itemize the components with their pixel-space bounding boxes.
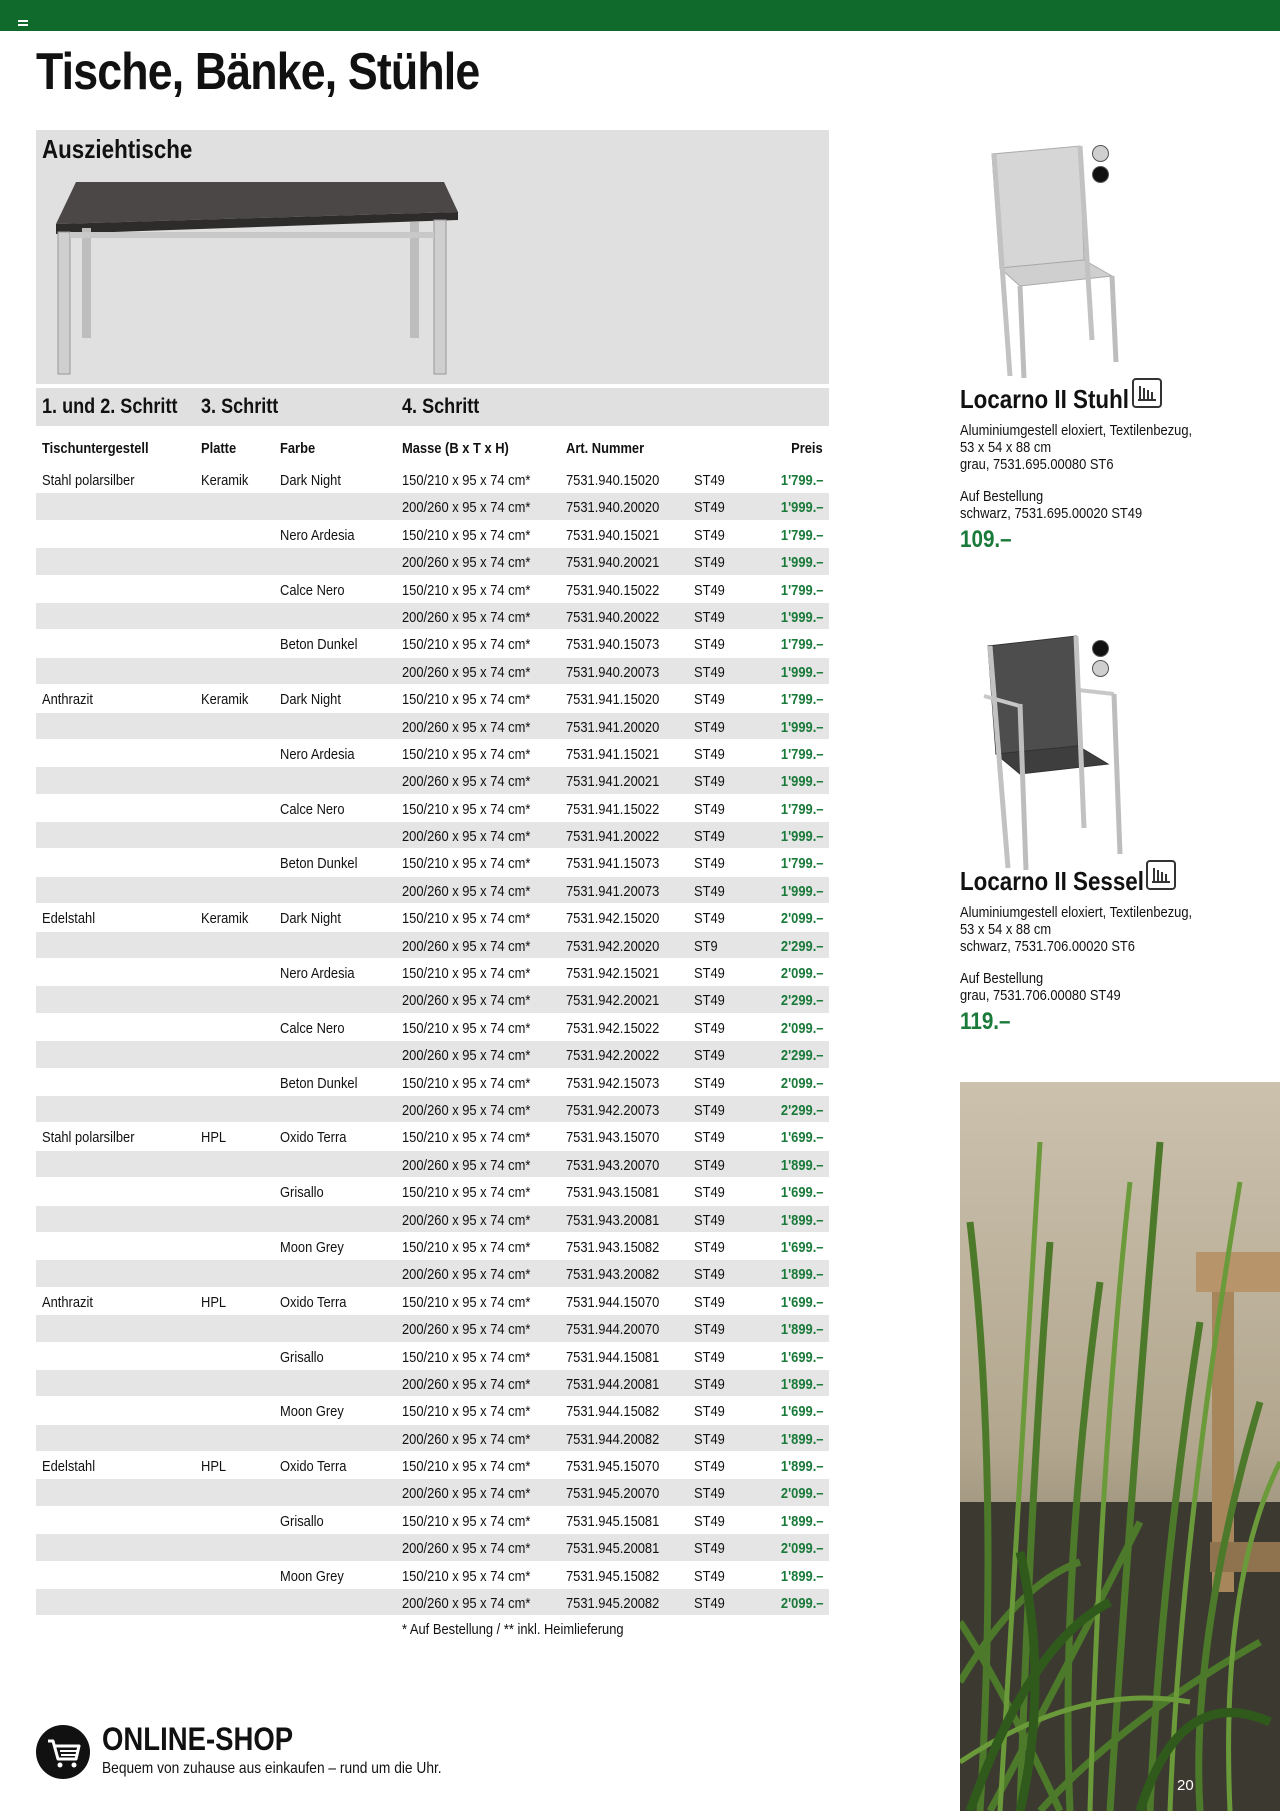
cell-article: 7531.942.20020 <box>566 937 660 955</box>
table-row <box>36 713 829 740</box>
cell-price: 1'999.– <box>780 828 823 846</box>
table-row <box>36 1069 829 1096</box>
table-row <box>36 1123 829 1150</box>
cell-article: 7531.944.20070 <box>566 1321 660 1339</box>
cell-color: Oxido Terra <box>280 1129 347 1147</box>
cell-size: 200/260 x 95 x 74 cm* <box>402 499 531 517</box>
cell-size: 150/210 x 95 x 74 cm* <box>402 855 531 873</box>
cell-color: Nero Ardesia <box>280 745 355 763</box>
cell-article: 7531.943.15070 <box>566 1129 660 1147</box>
cell-article: 7531.942.15073 <box>566 1074 660 1092</box>
cell-article: 7531.940.15021 <box>566 526 660 544</box>
cell-st: ST49 <box>694 499 725 517</box>
cell-st: ST49 <box>694 1485 725 1503</box>
table-row <box>36 685 829 712</box>
color-swatch-black[interactable] <box>1092 640 1109 657</box>
cell-size: 150/210 x 95 x 74 cm* <box>402 1458 531 1476</box>
cell-color: Dark Night <box>280 910 341 928</box>
cell-price: 2'099.– <box>780 1019 823 1037</box>
table-row <box>36 658 829 685</box>
cell-size: 150/210 x 95 x 74 cm* <box>402 526 531 544</box>
table-row <box>36 603 829 630</box>
table-row <box>36 849 829 876</box>
table-row <box>36 1288 829 1315</box>
cell-base: Stahl polarsilber <box>42 472 135 489</box>
cell-color: Beton Dunkel <box>280 855 358 873</box>
cell-st: ST9 <box>694 937 718 955</box>
cell-color: Oxido Terra <box>280 1293 347 1311</box>
cell-size: 200/260 x 95 x 74 cm* <box>402 1211 531 1229</box>
stackable-icon <box>1146 860 1176 890</box>
cell-price: 1'899.– <box>780 1458 823 1476</box>
cell-price: 1'799.– <box>780 800 823 818</box>
cell-color: Oxido Terra <box>280 1458 347 1476</box>
cell-st: ST49 <box>694 1595 725 1613</box>
steps-bar <box>36 388 829 426</box>
cell-size: 200/260 x 95 x 74 cm* <box>402 718 531 736</box>
cell-st: ST49 <box>694 1403 725 1421</box>
cell-price: 1'899.– <box>780 1430 823 1448</box>
table-row <box>36 1397 829 1424</box>
cell-price: 1'999.– <box>780 882 823 900</box>
cell-size: 150/210 x 95 x 74 cm* <box>402 910 531 928</box>
cell-article: 7531.940.15073 <box>566 636 660 654</box>
online-shop-subtitle: Bequem von zuhause aus einkaufen – rund um die Uhr. <box>102 1760 442 1777</box>
menu-icon[interactable] <box>18 20 28 26</box>
footnote: * Auf Bestellung / ** inkl. Heimlieferung <box>402 1621 624 1638</box>
cell-article: 7531.944.15070 <box>566 1293 660 1311</box>
cell-color: Grisallo <box>280 1348 324 1366</box>
cell-st: ST49 <box>694 1348 725 1366</box>
table-row <box>36 576 829 603</box>
cell-article: 7531.941.15020 <box>566 691 660 709</box>
cell-st: ST49 <box>694 1458 725 1476</box>
cell-article: 7531.944.15081 <box>566 1348 660 1366</box>
cell-article: 7531.943.20070 <box>566 1156 660 1174</box>
cell-price: 1'699.– <box>780 1184 823 1202</box>
cell-st: ST49 <box>694 608 725 626</box>
cell-article: 7531.945.20082 <box>566 1595 660 1613</box>
cell-price: 1'899.– <box>780 1567 823 1585</box>
color-swatch-black[interactable] <box>1092 166 1109 183</box>
cell-st: ST49 <box>694 1211 725 1229</box>
cell-st: ST49 <box>694 663 725 681</box>
cell-color: Nero Ardesia <box>280 526 355 544</box>
cell-st: ST49 <box>694 828 725 846</box>
cell-st: ST49 <box>694 773 725 791</box>
table-row <box>36 630 829 657</box>
cell-price: 1'899.– <box>780 1156 823 1174</box>
cell-size: 200/260 x 95 x 74 cm* <box>402 608 531 626</box>
cell-color: Dark Night <box>280 691 341 709</box>
cell-article: 7531.942.20022 <box>566 1047 660 1065</box>
cell-article: 7531.941.20021 <box>566 773 660 791</box>
cell-price: 2'299.– <box>780 937 823 955</box>
product-name: Locarno II Stuhl <box>960 384 1129 414</box>
cell-color: Beton Dunkel <box>280 1074 358 1092</box>
cell-price: 1'899.– <box>780 1375 823 1393</box>
cell-st: ST49 <box>694 1074 725 1092</box>
cell-color: Calce Nero <box>280 1019 345 1037</box>
table-row <box>36 1343 829 1370</box>
cell-size: 200/260 x 95 x 74 cm* <box>402 1101 531 1119</box>
table-row <box>36 1479 829 1506</box>
cell-size: 200/260 x 95 x 74 cm* <box>402 1321 531 1339</box>
cell-plate: Keramik <box>201 691 249 709</box>
section-title: Ausziehtische <box>42 134 193 164</box>
cell-st: ST49 <box>694 1047 725 1065</box>
cell-color: Beton Dunkel <box>280 636 358 654</box>
cell-article: 7531.941.15021 <box>566 745 660 763</box>
cell-size: 200/260 x 95 x 74 cm* <box>402 773 531 791</box>
product-name: Locarno II Sessel <box>960 866 1144 896</box>
cell-st: ST49 <box>694 554 725 572</box>
cell-size: 200/260 x 95 x 74 cm* <box>402 828 531 846</box>
cell-st: ST49 <box>694 910 725 928</box>
top-bar <box>0 0 1280 31</box>
header-size: Masse (B x T x H) <box>402 440 509 457</box>
color-swatch-grey[interactable] <box>1092 660 1109 677</box>
cell-st: ST49 <box>694 855 725 873</box>
page-number: 20 <box>1177 1777 1194 1794</box>
cell-size: 150/210 x 95 x 74 cm* <box>402 1238 531 1256</box>
product-locarno-stuhl <box>960 140 1260 560</box>
table-row <box>36 1178 829 1205</box>
cell-article: 7531.940.20021 <box>566 554 660 572</box>
cell-st: ST49 <box>694 691 725 709</box>
cell-article: 7531.940.20073 <box>566 663 660 681</box>
cell-article: 7531.940.20022 <box>566 608 660 626</box>
cell-size: 150/210 x 95 x 74 cm* <box>402 965 531 983</box>
cell-article: 7531.945.20081 <box>566 1540 660 1558</box>
table-row <box>36 1562 829 1589</box>
cell-price: 1'699.– <box>780 1129 823 1147</box>
cell-st: ST49 <box>694 1156 725 1174</box>
cell-article: 7531.941.20020 <box>566 718 660 736</box>
table-row <box>36 521 829 548</box>
cell-color: Moon Grey <box>280 1567 344 1585</box>
cell-size: 150/210 x 95 x 74 cm* <box>402 581 531 599</box>
cell-price: 1'999.– <box>780 773 823 791</box>
cell-base: Edelstahl <box>42 910 96 928</box>
table-row <box>36 1096 829 1123</box>
cell-color: Grisallo <box>280 1184 324 1202</box>
cell-st: ST49 <box>694 882 725 900</box>
cell-st: ST49 <box>694 745 725 763</box>
cell-plate: HPL <box>201 1293 227 1311</box>
cell-price: 2'099.– <box>780 965 823 983</box>
cell-article: 7531.943.20082 <box>566 1266 660 1284</box>
cell-size: 200/260 x 95 x 74 cm* <box>402 663 531 681</box>
cell-article: 7531.941.20073 <box>566 882 660 900</box>
cell-st: ST49 <box>694 636 725 654</box>
cell-size: 200/260 x 95 x 74 cm* <box>402 1485 531 1503</box>
cell-article: 7531.944.15082 <box>566 1403 660 1421</box>
cell-article: 7531.945.15081 <box>566 1512 660 1530</box>
table-row <box>36 740 829 767</box>
table-row <box>36 767 829 794</box>
cell-st: ST49 <box>694 1019 725 1037</box>
cell-plate: HPL <box>201 1458 227 1476</box>
product-description: Aluminiumgestell eloxiert, Textilenbezug, 53 x 54 x 88 cm schwarz, 7531.706.00020 ST6 <box>960 904 1193 955</box>
cell-price: 2'099.– <box>780 1540 823 1558</box>
extension-table-image <box>46 178 466 378</box>
table-row <box>36 548 829 575</box>
cell-price: 2'099.– <box>780 1074 823 1092</box>
cart-icon[interactable] <box>36 1725 90 1779</box>
cell-base: Stahl polarsilber <box>42 1129 135 1147</box>
table-row <box>36 466 829 493</box>
cell-color: Calce Nero <box>280 581 345 599</box>
cell-size: 150/210 x 95 x 74 cm* <box>402 1348 531 1366</box>
cell-color: Calce Nero <box>280 800 345 818</box>
cell-st: ST49 <box>694 992 725 1010</box>
cell-price: 1'999.– <box>780 663 823 681</box>
cell-size: 150/210 x 95 x 74 cm* <box>402 1184 531 1202</box>
table-row <box>36 822 829 849</box>
cell-size: 200/260 x 95 x 74 cm* <box>402 882 531 900</box>
cell-size: 150/210 x 95 x 74 cm* <box>402 1293 531 1311</box>
cell-price: 1'699.– <box>780 1348 823 1366</box>
cell-article: 7531.941.20022 <box>566 828 660 846</box>
cell-size: 200/260 x 95 x 74 cm* <box>402 1375 531 1393</box>
cell-article: 7531.942.20021 <box>566 992 660 1010</box>
price-table <box>36 430 829 1616</box>
cell-article: 7531.945.20070 <box>566 1485 660 1503</box>
cell-article: 7531.940.15022 <box>566 581 660 599</box>
cell-price: 1'799.– <box>780 691 823 709</box>
cell-color: Moon Grey <box>280 1403 344 1421</box>
cell-base: Edelstahl <box>42 1458 96 1476</box>
cell-price: 1'899.– <box>780 1512 823 1530</box>
cell-price: 1'999.– <box>780 718 823 736</box>
cell-article: 7531.943.20081 <box>566 1211 660 1229</box>
table-row <box>36 1260 829 1287</box>
cell-article: 7531.942.20073 <box>566 1101 660 1119</box>
step-3: 3. Schritt <box>201 395 279 418</box>
cell-price: 1'799.– <box>780 581 823 599</box>
cell-size: 200/260 x 95 x 74 cm* <box>402 1156 531 1174</box>
cell-st: ST49 <box>694 1238 725 1256</box>
page-title: Tische, Bänke, Stühle <box>36 43 480 101</box>
cell-article: 7531.943.15082 <box>566 1238 660 1256</box>
cell-article: 7531.944.20082 <box>566 1430 660 1448</box>
armchair-image <box>980 632 1140 872</box>
table-row <box>36 1589 829 1616</box>
header-plate: Platte <box>201 440 237 457</box>
cell-article: 7531.945.15070 <box>566 1458 660 1476</box>
table-row <box>36 795 829 822</box>
product-order-note: Auf Bestellung grau, 7531.706.00080 ST49 <box>960 970 1121 1004</box>
cell-size: 150/210 x 95 x 74 cm* <box>402 1403 531 1421</box>
cell-price: 2'099.– <box>780 910 823 928</box>
cell-st: ST49 <box>694 718 725 736</box>
cell-price: 1'699.– <box>780 1403 823 1421</box>
cell-price: 1'899.– <box>780 1266 823 1284</box>
cell-st: ST49 <box>694 1430 725 1448</box>
garden-photo <box>960 1082 1280 1811</box>
cell-article: 7531.941.15022 <box>566 800 660 818</box>
header-price: Preis <box>791 440 823 457</box>
cell-st: ST49 <box>694 1321 725 1339</box>
cell-price: 1'799.– <box>780 526 823 544</box>
cell-size: 200/260 x 95 x 74 cm* <box>402 1540 531 1558</box>
product-price: 119.– <box>960 1008 1011 1035</box>
cell-st: ST49 <box>694 526 725 544</box>
table-row <box>36 904 829 931</box>
product-price: 109.– <box>960 526 1012 553</box>
table-row <box>36 1233 829 1260</box>
table-row <box>36 877 829 904</box>
online-shop-title[interactable]: ONLINE-SHOP <box>102 1721 294 1757</box>
section-header <box>36 130 829 384</box>
cell-price: 1'799.– <box>780 745 823 763</box>
product-locarno-sessel <box>960 632 1260 1052</box>
cell-color: Moon Grey <box>280 1238 344 1256</box>
cell-article: 7531.942.15021 <box>566 965 660 983</box>
cell-size: 200/260 x 95 x 74 cm* <box>402 1595 531 1613</box>
cell-article: 7531.940.20020 <box>566 499 660 517</box>
cell-price: 1'899.– <box>780 1321 823 1339</box>
cell-size: 150/210 x 95 x 74 cm* <box>402 691 531 709</box>
product-description: Aluminiumgestell eloxiert, Textilenbezug, 53 x 54 x 88 cm grau, 7531.695.00080 ST6 <box>960 422 1193 473</box>
cell-price: 2'099.– <box>780 1595 823 1613</box>
cell-size: 200/260 x 95 x 74 cm* <box>402 992 531 1010</box>
cell-price: 1'799.– <box>780 636 823 654</box>
table-row <box>36 1370 829 1397</box>
cell-st: ST49 <box>694 1266 725 1284</box>
cell-st: ST49 <box>694 1129 725 1147</box>
cell-article: 7531.940.15020 <box>566 472 660 489</box>
cell-color: Dark Night <box>280 472 341 489</box>
cell-size: 150/210 x 95 x 74 cm* <box>402 1512 531 1530</box>
cell-size: 150/210 x 95 x 74 cm* <box>402 1019 531 1037</box>
cell-price: 1'999.– <box>780 554 823 572</box>
table-row <box>36 1425 829 1452</box>
table-header-row <box>36 430 829 466</box>
cell-plate: Keramik <box>201 472 249 489</box>
header-article: Art. Nummer <box>566 440 645 457</box>
cell-size: 200/260 x 95 x 74 cm* <box>402 937 531 955</box>
table-row <box>36 959 829 986</box>
cell-st: ST49 <box>694 1512 725 1530</box>
cell-article: 7531.945.15082 <box>566 1567 660 1585</box>
cell-article: 7531.942.15022 <box>566 1019 660 1037</box>
product-order-note: Auf Bestellung schwarz, 7531.695.00020 ST49 <box>960 488 1143 522</box>
cell-price: 2'299.– <box>780 992 823 1010</box>
cell-size: 150/210 x 95 x 74 cm* <box>402 800 531 818</box>
cell-size: 150/210 x 95 x 74 cm* <box>402 745 531 763</box>
cell-size: 200/260 x 95 x 74 cm* <box>402 1430 531 1448</box>
cell-size: 150/210 x 95 x 74 cm* <box>402 1074 531 1092</box>
cell-size: 200/260 x 95 x 74 cm* <box>402 554 531 572</box>
table-row <box>36 1206 829 1233</box>
table-row <box>36 986 829 1013</box>
cell-base: Anthrazit <box>42 1293 93 1311</box>
cell-plate: HPL <box>201 1129 227 1147</box>
cell-color: Nero Ardesia <box>280 965 355 983</box>
cell-plate: Keramik <box>201 910 249 928</box>
cell-st: ST49 <box>694 800 725 818</box>
color-swatch-grey[interactable] <box>1092 145 1109 162</box>
cell-base: Anthrazit <box>42 691 93 709</box>
cell-price: 1'799.– <box>780 472 823 489</box>
table-row <box>36 493 829 520</box>
cell-size: 200/260 x 95 x 74 cm* <box>402 1047 531 1065</box>
cell-article: 7531.943.15081 <box>566 1184 660 1202</box>
cell-st: ST49 <box>694 1567 725 1585</box>
cell-st: ST49 <box>694 1375 725 1393</box>
cell-st: ST49 <box>694 1540 725 1558</box>
cell-price: 1'799.– <box>780 855 823 873</box>
table-row <box>36 1315 829 1342</box>
table-row <box>36 1534 829 1561</box>
cell-st: ST49 <box>694 581 725 599</box>
table-row <box>36 1151 829 1178</box>
header-base: Tischuntergestell <box>42 440 149 457</box>
cell-price: 2'099.– <box>780 1485 823 1503</box>
cell-st: ST49 <box>694 1184 725 1202</box>
cell-price: 2'299.– <box>780 1101 823 1119</box>
cell-price: 1'699.– <box>780 1238 823 1256</box>
cell-color: Grisallo <box>280 1512 324 1530</box>
step-1-2: 1. und 2. Schritt <box>42 395 178 418</box>
table-row <box>36 1014 829 1041</box>
cell-price: 2'299.– <box>780 1047 823 1065</box>
cell-size: 200/260 x 95 x 74 cm* <box>402 1266 531 1284</box>
cell-size: 150/210 x 95 x 74 cm* <box>402 1129 531 1147</box>
cell-price: 1'999.– <box>780 499 823 517</box>
header-color: Farbe <box>280 440 316 457</box>
cell-size: 150/210 x 95 x 74 cm* <box>402 1567 531 1585</box>
cell-article: 7531.942.15020 <box>566 910 660 928</box>
step-4: 4. Schritt <box>402 395 480 418</box>
cell-size: 150/210 x 95 x 74 cm* <box>402 636 531 654</box>
cell-st: ST49 <box>694 1101 725 1119</box>
cell-st: ST49 <box>694 965 725 983</box>
cell-article: 7531.944.20081 <box>566 1375 660 1393</box>
cell-price: 1'699.– <box>780 1293 823 1311</box>
cell-price: 1'999.– <box>780 608 823 626</box>
cell-article: 7531.941.15073 <box>566 855 660 873</box>
cell-price: 1'899.– <box>780 1211 823 1229</box>
table-row <box>36 1041 829 1068</box>
stackable-icon <box>1132 378 1162 408</box>
table-row <box>36 1507 829 1534</box>
table-row <box>36 1452 829 1479</box>
cell-st: ST49 <box>694 1293 725 1311</box>
cell-size: 150/210 x 95 x 74 cm* <box>402 472 531 489</box>
cell-st: ST49 <box>694 472 725 489</box>
table-row <box>36 932 829 959</box>
extension-tables-panel <box>36 130 829 1638</box>
